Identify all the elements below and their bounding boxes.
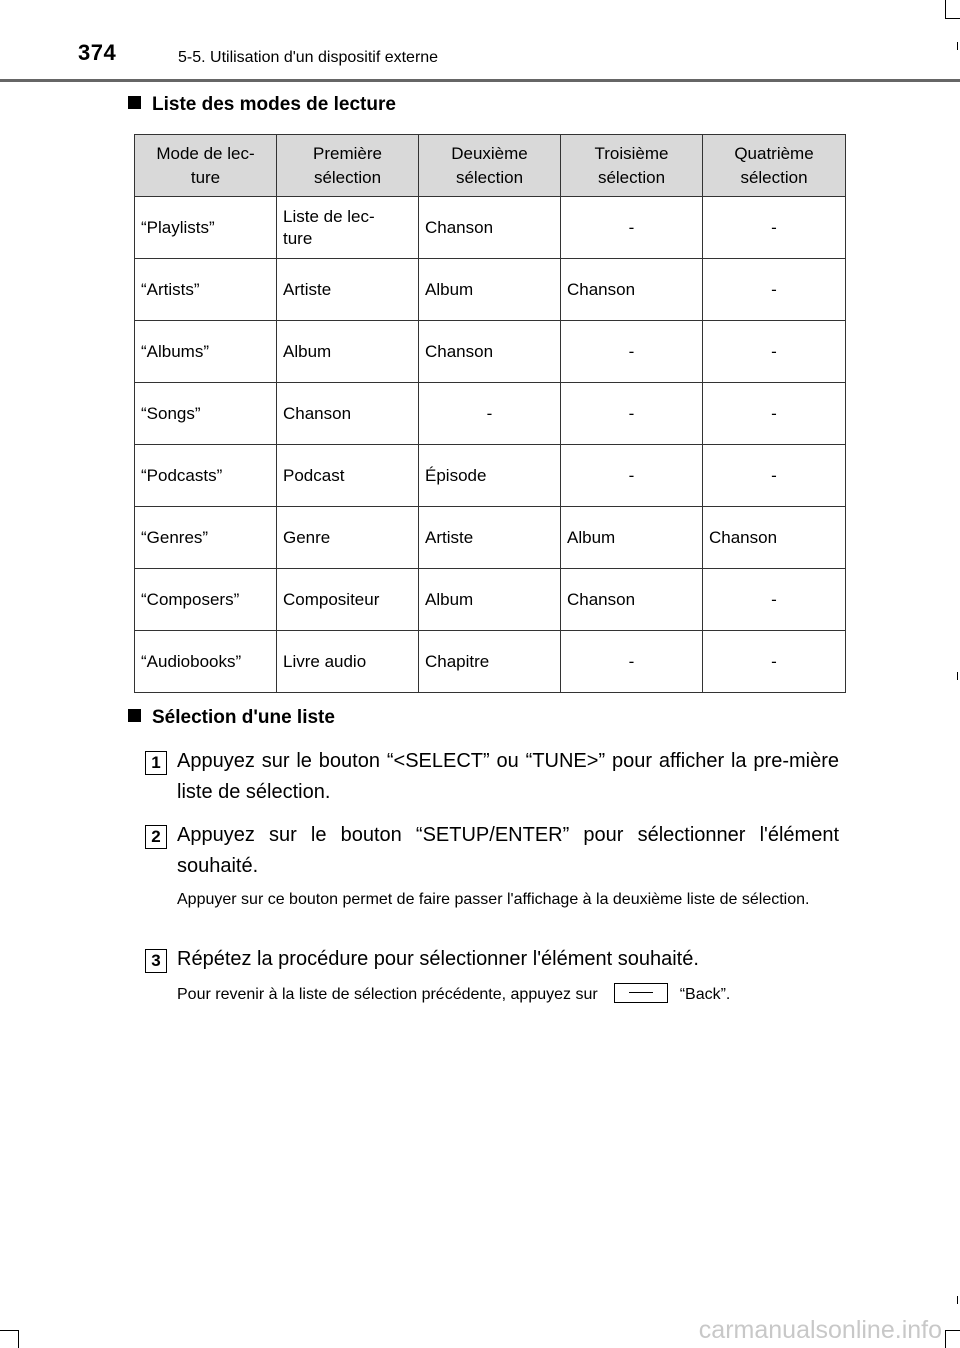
table-cell: Artiste bbox=[419, 507, 561, 569]
table-cell: “Playlists” bbox=[135, 197, 277, 259]
step-text: Répétez la procédure pour sélectionner l'élément souhaité. bbox=[177, 948, 699, 970]
table-cell: Chanson bbox=[561, 259, 703, 321]
table-row bbox=[135, 197, 846, 259]
table-cell: “Artists” bbox=[135, 259, 277, 321]
table-header-cell: Troisième sélection bbox=[561, 135, 703, 197]
square-bullet-icon bbox=[128, 709, 141, 722]
table-cell: Album bbox=[419, 569, 561, 631]
table-cell: Épisode bbox=[419, 445, 561, 507]
table-cell: Chanson bbox=[277, 383, 419, 445]
crop-mark-bottom-right bbox=[945, 1330, 960, 1331]
table-row bbox=[135, 507, 846, 569]
step-note: Appuyer sur ce bouton permet de faire passer l'affichage à la deuxième liste de sélection. bbox=[177, 891, 810, 908]
table-header-cell: Première sélection bbox=[277, 135, 419, 197]
table-cell: Chanson bbox=[561, 569, 703, 631]
table-cell: Chanson bbox=[419, 321, 561, 383]
watermark: carmanualsonline.info bbox=[698, 1316, 942, 1344]
step-number: 1 bbox=[145, 751, 167, 775]
step-number: 2 bbox=[145, 825, 167, 849]
table-header-cell: Deuxième sélection bbox=[419, 135, 561, 197]
table-cell: - bbox=[561, 445, 703, 507]
table-cell: Livre audio bbox=[277, 631, 419, 693]
running-head: 5-5. Utilisation d'un dispositif externe bbox=[178, 49, 439, 66]
table-cell: - bbox=[703, 259, 846, 321]
table-header-cell: Mode de lec- ture bbox=[135, 135, 277, 197]
table-cell: Podcast bbox=[277, 445, 419, 507]
table-cell: - bbox=[703, 383, 846, 445]
section-heading-modes bbox=[128, 94, 396, 116]
table-cell: “Songs” bbox=[135, 383, 277, 445]
step-number: 3 bbox=[145, 949, 167, 973]
modes-table bbox=[134, 134, 846, 693]
table-cell: Genre bbox=[277, 507, 419, 569]
table-cell: - bbox=[561, 321, 703, 383]
table-body bbox=[135, 197, 846, 693]
header-rule bbox=[0, 79, 960, 82]
crop-mark-bottom-left bbox=[0, 1330, 18, 1331]
crop-mark-top-right-h bbox=[945, 18, 960, 19]
crop-mark-top-right bbox=[945, 0, 946, 18]
section-title: Liste des modes de lecture bbox=[152, 94, 396, 115]
step-note bbox=[177, 981, 839, 1008]
step-note-text: Pour revenir à la liste de sélection précédente, appuyez sur bbox=[177, 986, 598, 1003]
table-cell: “Podcasts” bbox=[135, 445, 277, 507]
page-number: 374 bbox=[78, 40, 117, 65]
crop-mark-right-3 bbox=[957, 1296, 958, 1304]
step-text: Appuyez sur le bouton “SETUP/ENTER” pour sélectionner l'élément souhaité. bbox=[177, 824, 839, 877]
back-button-icon bbox=[614, 983, 668, 1003]
table-cell: Album bbox=[277, 321, 419, 383]
table-row bbox=[135, 383, 846, 445]
table-cell: - bbox=[561, 197, 703, 259]
crop-mark-bottom-left-v bbox=[18, 1330, 19, 1348]
crop-mark-right-1 bbox=[957, 42, 958, 50]
crop-mark-right-2 bbox=[957, 672, 958, 680]
table-cell: - bbox=[703, 321, 846, 383]
step-note-text: “Back”. bbox=[679, 986, 731, 1003]
table-cell: Album bbox=[561, 507, 703, 569]
table-row bbox=[135, 259, 846, 321]
table-cell: Chapitre bbox=[419, 631, 561, 693]
table-cell: - bbox=[419, 383, 561, 445]
table-cell: Artiste bbox=[277, 259, 419, 321]
table-row bbox=[135, 569, 846, 631]
table-cell: “Audiobooks” bbox=[135, 631, 277, 693]
table-row bbox=[135, 631, 846, 693]
section-heading-selection bbox=[128, 707, 335, 729]
step-text: Appuyez sur le bouton “<SELECT” ou “TUNE>” pour afficher la pre-mière liste de sélection. bbox=[177, 750, 839, 803]
section-title: Sélection d'une liste bbox=[152, 707, 335, 728]
table-cell: - bbox=[703, 569, 846, 631]
table-cell: Album bbox=[419, 259, 561, 321]
table-cell: - bbox=[703, 631, 846, 693]
table-cell: - bbox=[703, 197, 846, 259]
table-cell: Liste de lec- ture bbox=[277, 197, 419, 259]
table-cell: Chanson bbox=[703, 507, 846, 569]
table-cell: - bbox=[561, 383, 703, 445]
crop-mark-bottom-right-v bbox=[945, 1330, 946, 1348]
table-cell: Chanson bbox=[419, 197, 561, 259]
square-bullet-icon bbox=[128, 96, 141, 109]
table-cell: “Composers” bbox=[135, 569, 277, 631]
table-header-row bbox=[135, 135, 846, 197]
table-header-cell: Quatrième sélection bbox=[703, 135, 846, 197]
table-cell: “Albums” bbox=[135, 321, 277, 383]
table-cell: Compositeur bbox=[277, 569, 419, 631]
table-cell: - bbox=[561, 631, 703, 693]
table-row bbox=[135, 445, 846, 507]
table-cell: “Genres” bbox=[135, 507, 277, 569]
table-row bbox=[135, 321, 846, 383]
table-cell: - bbox=[703, 445, 846, 507]
